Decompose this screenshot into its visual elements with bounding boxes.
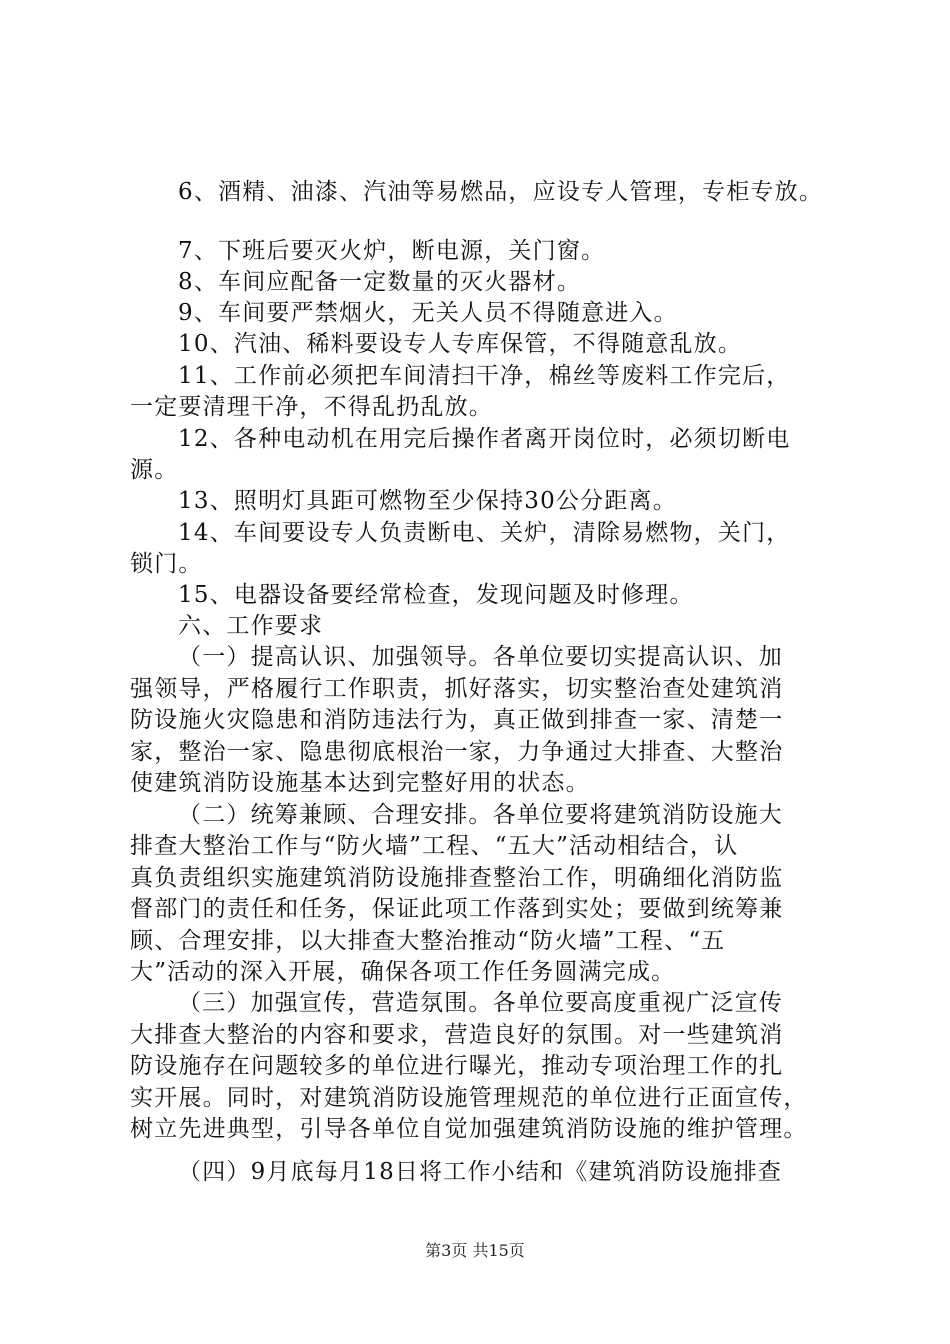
para-2-line-4: 督部门的责任和任务，保证此项工作落到实处；要做到统筹兼 [130,896,784,922]
item-7: 7、下班后要灭火炉，断电源，关门窗。 [178,238,606,264]
para-3-line-1: （三）加强宣传，营造氛围。各单位要高度重视广泛宣传 [178,990,783,1016]
para-3-line-2: 大排查大整治的内容和要求，营造良好的氛围。对一些建筑消 [130,1022,784,1048]
para-2-line-5: 顾、合理安排，以大排查大整治推动“防火墙”工程、“五 [130,928,726,954]
item-14-line-2: 锁门。 [130,551,203,577]
item-12-line-1: 12、各种电动机在用完后操作者离开岗位时，必须切断电 [178,426,791,452]
item-13: 13、照明灯具距可燃物至少保持30公分距离。 [178,488,677,514]
para-3-line-3: 防设施存在问题较多的单位进行曝光，推动专项治理工作的扎 [130,1053,784,1079]
para-1-line-2: 强领导，严格履行工作职责，抓好落实，切实整治查处建筑消 [130,676,784,702]
para-2-line-2: 排查大整治工作与“防火墙”工程、“五大”活动相结合，认 [130,833,739,859]
para-2-line-1: （二）统筹兼顾、合理安排。各单位要将建筑消防设施大 [178,802,783,828]
section-heading-work-requirements: 六、工作要求 [178,613,324,639]
item-14-line-1: 14、车间要设专人负责断电、关炉，清除易燃物，关门， [178,520,791,546]
para-1-line-3: 防设施火灾隐患和消防违法行为，真正做到排查一家、清楚一 [130,707,784,733]
item-9: 9、车间要严禁烟火，无关人员不得随意进入。 [178,300,678,326]
page-number-footer: 第3页 共15页 [425,1241,525,1260]
item-10: 10、汽油、稀料要设专人专库保管，不得随意乱放。 [178,331,743,357]
item-15: 15、电器设备要经常检查，发现问题及时修理。 [178,582,694,608]
item-12-line-2: 源。 [130,457,179,483]
para-2-line-3: 真负责组织实施建筑消防设施排查整治工作，明确细化消防监 [130,865,784,891]
para-1-line-1: （一）提高认识、加强领导。各单位要切实提高认识、加 [178,644,783,670]
para-4-line-1: （四）9月底每月18日将工作小结和《建筑消防设施排查 [178,1159,783,1185]
item-6: 6、酒精、油漆、汽油等易燃品，应设专人管理，专柜专放。 [178,179,824,205]
para-3-line-4: 实开展。同时，对建筑消防设施管理规范的单位进行正面宣传， [130,1085,808,1111]
para-2-line-6: 大”活动的深入开展，确保各项工作任务圆满完成。 [130,959,676,985]
para-3-line-5: 树立先进典型，引导各单位自觉加强建筑消防设施的维护管理。 [130,1116,808,1142]
item-8: 8、车间应配备一定数量的灭火器材。 [178,269,582,295]
item-11-line-1: 11、工作前必须把车间清扫干净，棉丝等废料工作完后， [178,363,791,389]
para-1-line-5: 使建筑消防设施基本达到完整好用的状态。 [130,770,590,796]
para-1-line-4: 家，整治一家、隐患彻底根治一家，力争通过大排查、大整治 [130,739,784,765]
item-11-line-2: 一定要清理干净，不得乱扔乱放。 [130,394,493,420]
